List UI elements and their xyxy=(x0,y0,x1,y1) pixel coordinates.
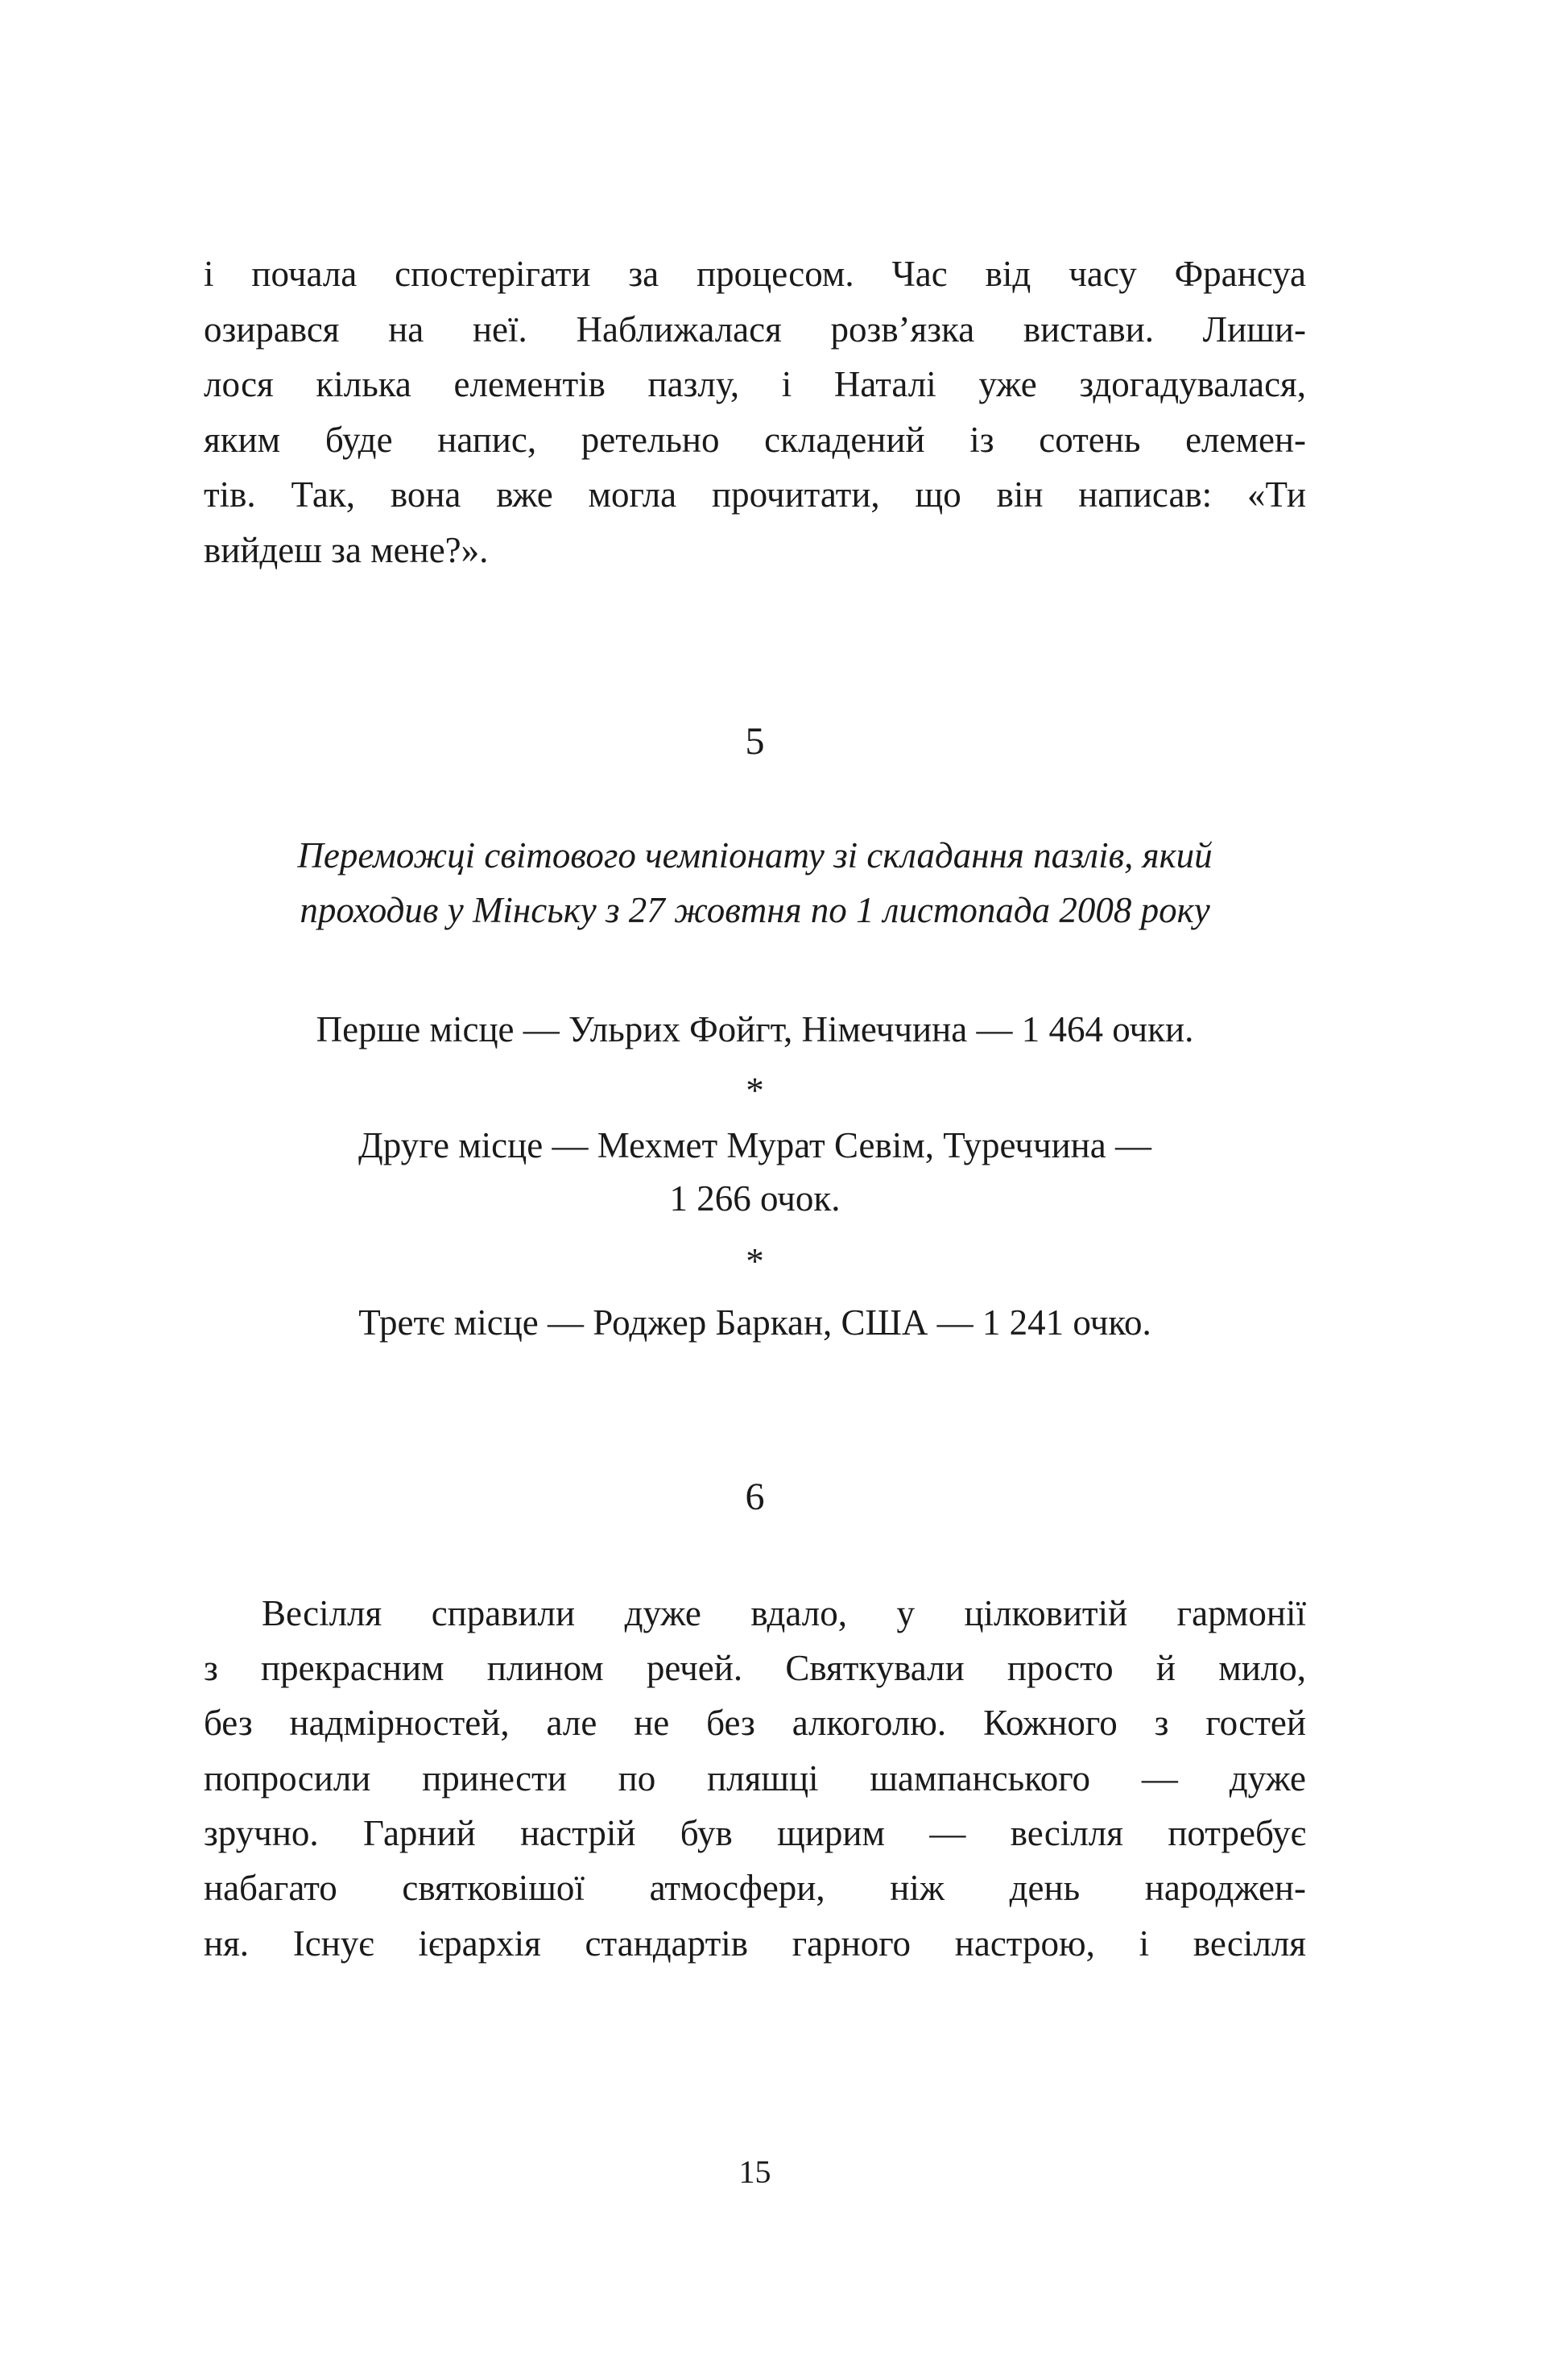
text-line: без надмірностей, але не без алкоголю. Кожного з гостей xyxy=(204,1703,1306,1743)
separator-asterisk: * xyxy=(746,1070,764,1111)
text-line: озирався на неї. Наближалася розв’язка вистави. Лиши- xyxy=(204,309,1306,350)
text-line: попросили принести по пляшці шампанського — дуже xyxy=(204,1758,1306,1798)
text-line: яким буде напис, ретельно складений із сотень елемен- xyxy=(204,420,1306,460)
result-second-place: Друге місце — Мехмет Мурат Севім, Туреччина — xyxy=(358,1125,1151,1165)
text-line: набагато святковішої атмосфери, ніж день народжен- xyxy=(204,1868,1306,1908)
section-number-6: 6 xyxy=(745,1476,765,1518)
text-line: і почала спостерігати за процесом. Час від часу Франсуа xyxy=(204,254,1306,294)
text-line: ня. Існує ієрархія стандартів гарного настрою, і весілля xyxy=(204,1923,1306,1964)
section-number-5: 5 xyxy=(745,720,765,763)
text-line: Весілля справили дуже вдало, у цілковитій гармонії xyxy=(262,1593,1306,1633)
page-number: 15 xyxy=(738,2154,771,2190)
text-line: з прекрасним плином речей. Святкували просто й мило, xyxy=(204,1648,1306,1688)
text-line: зручно. Гарний настрій був щирим — весілля потребує xyxy=(204,1813,1306,1853)
result-third-place: Третє місце — Роджер Баркан, США — 1 241 очко. xyxy=(358,1302,1151,1343)
text-line: лося кілька елементів пазлу, і Наталі уже здогадувалася, xyxy=(204,364,1306,404)
caption-line: Переможці світового чемпіонату зі складання пазлів, який xyxy=(297,835,1213,875)
separator-asterisk: * xyxy=(746,1241,764,1281)
caption-line: проходив у Мінську з 27 жовтня по 1 листопада 2008 року xyxy=(300,890,1210,930)
result-second-place-cont: 1 266 очок. xyxy=(669,1178,841,1219)
result-first-place: Перше місце — Ульрих Фойгт, Німеччина — 1 464 очки. xyxy=(316,1009,1194,1049)
text-line: тів. Так, вона вже могла прочитати, що він написав: «Ти xyxy=(204,474,1306,515)
text-line: вийдеш за мене?». xyxy=(204,530,489,570)
